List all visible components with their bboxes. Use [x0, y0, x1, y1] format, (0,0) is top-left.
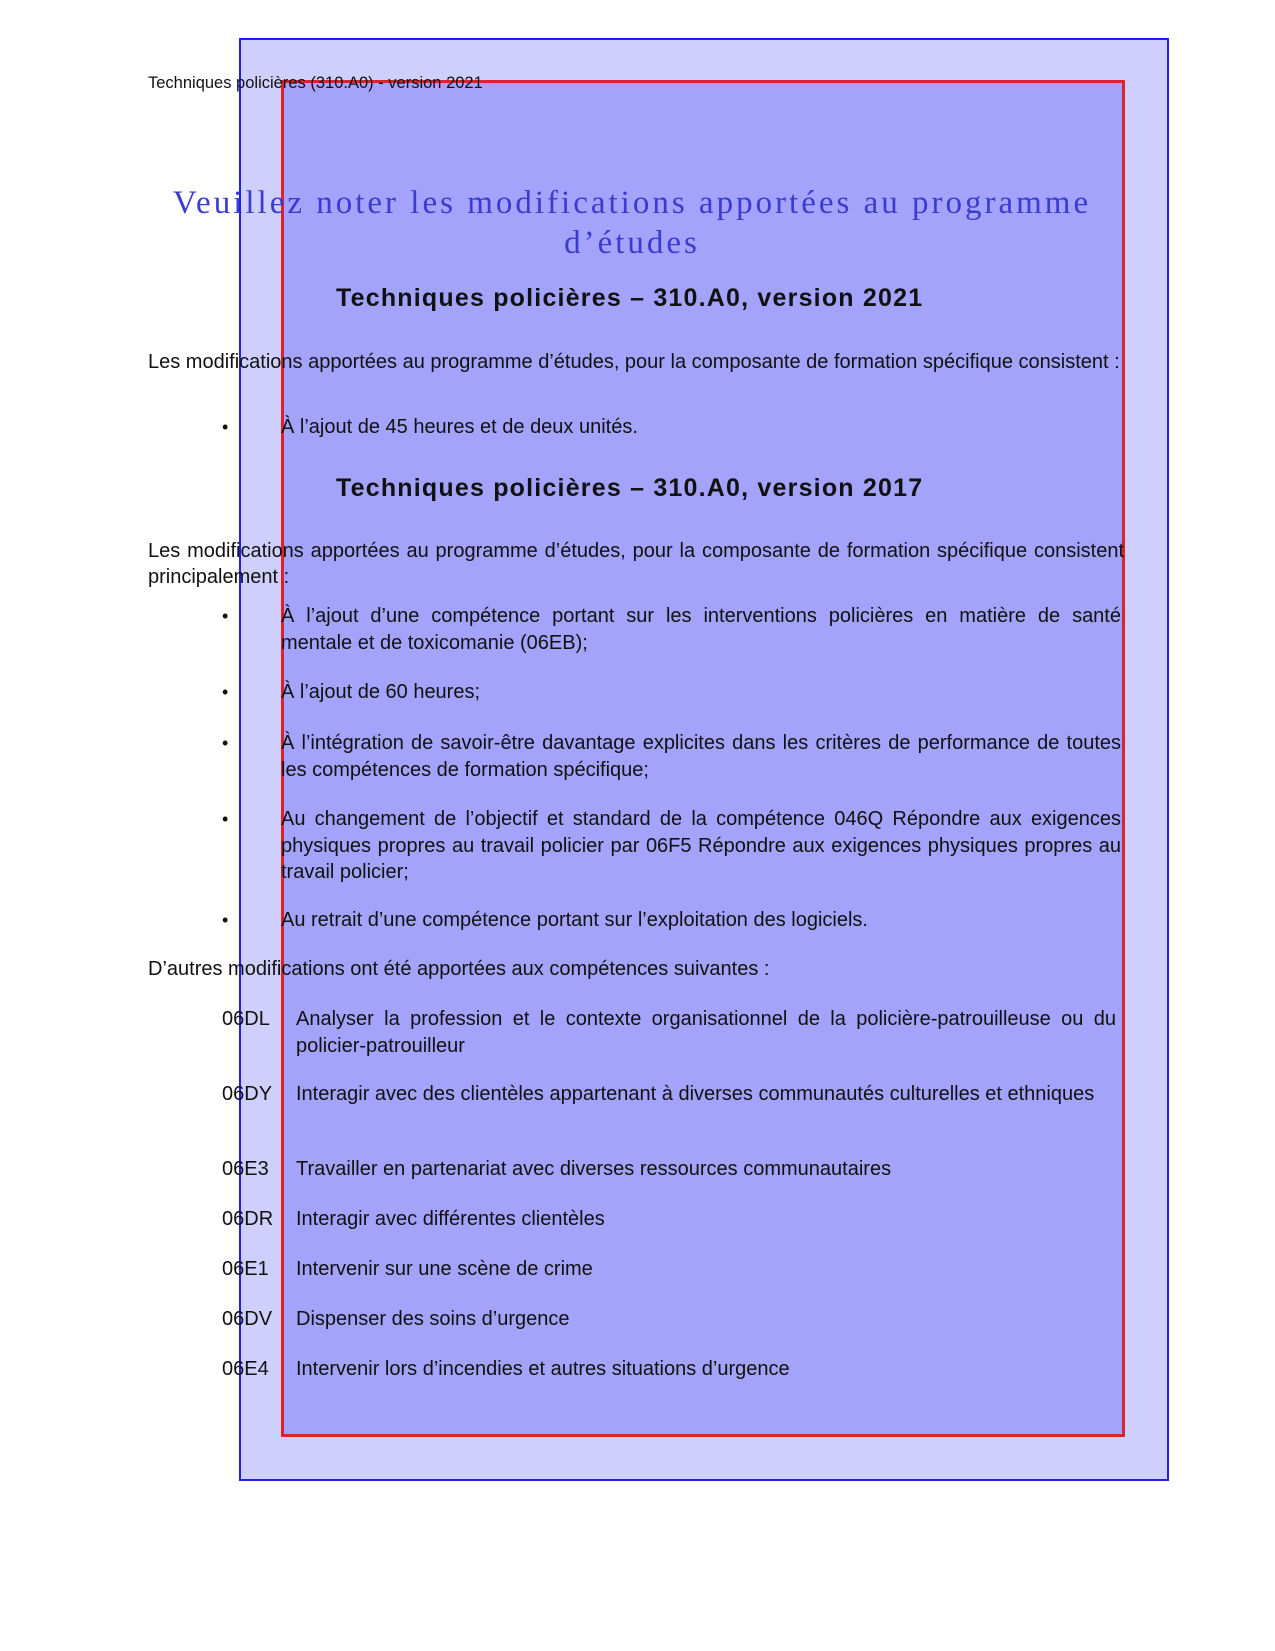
bullet-icon: • — [222, 733, 229, 753]
bullet-icon: • — [222, 417, 229, 437]
competency-code: 06E1 — [222, 1258, 269, 1280]
competency-code: 06DY — [222, 1083, 273, 1105]
section-heading-2017: Techniques policières – 310.A0, version 2017 — [336, 474, 924, 502]
page-title: Veuillez noter les modifications apportées au programme d’études — [172, 185, 1092, 261]
competency-label: Dispenser des soins d’urgence — [296, 1308, 570, 1330]
competency-label: Travailler en partenariat avec diverses ressources communautaires — [296, 1158, 892, 1180]
competency-label: Analyser la profession et le contexte organisationnel de la policière-patrouilleuse ou du policier-patrouilleur — [296, 1008, 1116, 1057]
running-header: Techniques policières (310.A0) - version 2021 — [148, 74, 483, 92]
bullet-icon: • — [222, 809, 229, 829]
competency-code: 06DR — [222, 1208, 274, 1230]
list-item: À l’intégration de savoir-être davantage explicites dans les critères de performance de toutes les compétences de formation spécifique; — [281, 732, 1121, 781]
list-item: Au retrait d’une compétence portant sur l’exploitation des logiciels. — [281, 909, 868, 931]
list-item: À l’ajout de 45 heures et de deux unités. — [281, 416, 638, 438]
list-item: À l’ajout d’une compétence portant sur les interventions policières en matière de santé mentale et de toxicomanie (06EB); — [281, 605, 1121, 654]
bullet-icon: • — [222, 606, 229, 626]
competency-label: Interagir avec des clientèles appartenant à diverses communautés culturelles et ethniques — [296, 1083, 1095, 1105]
competency-label: Intervenir lors d’incendies et autres situations d’urgence — [296, 1358, 790, 1380]
competency-label: Interagir avec différentes clientèles — [296, 1208, 605, 1230]
competency-code: 06DV — [222, 1308, 273, 1330]
competency-code: 06DL — [222, 1008, 270, 1030]
bullet-icon: • — [222, 910, 229, 930]
competency-code: 06E3 — [222, 1158, 269, 1180]
bullet-icon: • — [222, 682, 229, 702]
list-item: Au changement de l’objectif et standard de la compétence 046Q Répondre aux exigences physiques propres au travail policier par 06F5 Répondre aux exigences physiques propres au travail policier; — [281, 808, 1121, 883]
competency-label: Intervenir sur une scène de crime — [296, 1258, 593, 1280]
section-2017-intro: Les modifications apportées au programme d’études, pour la composante de formation spécifique consistent principalement : — [148, 540, 1124, 588]
other-changes-intro: D’autres modifications ont été apportées aux compétences suivantes : — [148, 958, 770, 980]
section-2021-intro: Les modifications apportées au programme d’études, pour la composante de formation spécifique consistent : — [148, 351, 1120, 373]
competency-code: 06E4 — [222, 1358, 269, 1380]
list-item: À l’ajout de 60 heures; — [281, 681, 481, 703]
section-heading-2021: Techniques policières – 310.A0, version 2021 — [336, 284, 924, 312]
